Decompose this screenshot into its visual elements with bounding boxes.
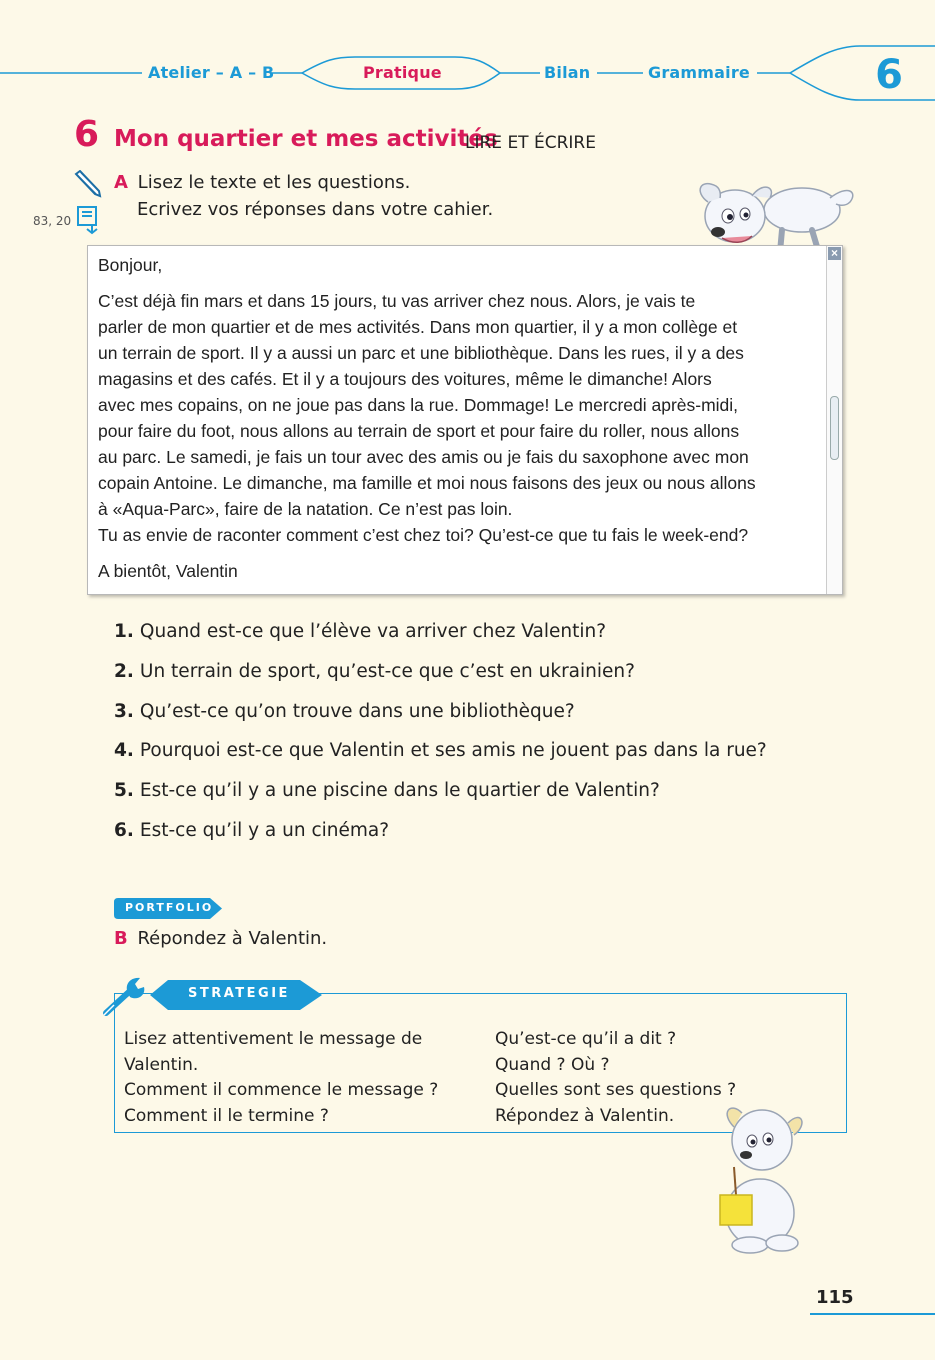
close-icon[interactable]: ×	[828, 247, 841, 260]
instruction-a-line1	[114, 172, 410, 193]
letter-line: pour faire du foot, nous allons au terrain de sport et pour faire du roller, nous allons	[98, 421, 740, 441]
scrollbar-thumb[interactable]	[830, 396, 839, 460]
question-number: 5.	[114, 780, 134, 801]
question-number: 2.	[114, 661, 134, 682]
question-text: Quand est-ce que l’élève va arriver chez Valentin?	[139, 621, 607, 642]
strategy-line: Lisez attentivement le message de	[124, 1029, 423, 1049]
letter-line: copain Antoine. Le dimanche, ma famille et moi nous faisons des jeux ou nous allons	[98, 473, 756, 493]
letter-greeting: Bonjour,	[98, 255, 163, 275]
page-number: 115	[816, 1287, 854, 1308]
instruction-b-text: Répondez à Valentin.	[137, 928, 328, 949]
chapter-number: 6	[875, 52, 903, 98]
nav-atelier[interactable]: Atelier – A – B	[148, 63, 275, 82]
letter-line: à «Aqua-Parc», faire de la natation. Ce n’est pas loin.	[98, 499, 513, 519]
letter-line: magasins et des cafés. Et il y a toujours des voitures, même le dimanche! Alors	[98, 369, 712, 389]
letter-signoff: A bientôt, Valentin	[98, 561, 238, 581]
instruction-a-line2: Ecrivez vos réponses dans votre cahier.	[137, 199, 494, 220]
strategy-line: Répondez à Valentin.	[495, 1105, 675, 1126]
scrollbar-track[interactable]	[826, 246, 842, 594]
wrench-icon	[100, 975, 150, 1017]
question-text: Un terrain de sport, qu’est-ce que c’est en ukrainien?	[139, 661, 635, 682]
strategy-line: Quand ? Où ?	[495, 1054, 610, 1075]
question-item	[114, 701, 575, 722]
strategy-line: Qu’est-ce qu’il a dit ?	[495, 1029, 677, 1049]
question-item	[114, 740, 767, 761]
instruction-a-text: Lisez le texte et les questions.	[137, 172, 411, 193]
letter-line: C’est déjà fin mars et dans 15 jours, tu vas arriver chez nous. Alors, je vais te	[98, 291, 696, 311]
question-text: Qu’est-ce qu’on trouve dans une bibliothèque?	[139, 701, 575, 722]
dog-mascot-illustration	[690, 172, 860, 256]
letter-line: un terrain de sport. Il y a aussi un parc et une bibliothèque. Dans les rues, il y a des	[98, 343, 744, 363]
letter-content	[98, 252, 818, 584]
strategy-line: Valentin.	[124, 1054, 199, 1075]
question-item	[114, 661, 635, 682]
exercise-number: 6	[74, 114, 100, 155]
strategy-line: Comment il commence le message ?	[124, 1080, 439, 1100]
exercise-title: Mon quartier et mes activités	[114, 126, 498, 152]
nav-pratique[interactable]: Pratique	[363, 63, 442, 82]
letter-line: Tu as envie de raconter comment c’est chez toi? Qu’est-ce que tu fais le week-end?	[98, 525, 749, 545]
question-number: 4.	[114, 740, 134, 761]
part-a-letter: A	[114, 172, 128, 193]
strategy-line: Comment il le termine ?	[124, 1105, 329, 1126]
letter-line: au parc. Le samedi, je fais un tour avec des amis ou je fais du saxophone avec mon	[98, 447, 749, 467]
dog-writing-mascot-illustration	[690, 1095, 820, 1255]
part-b-letter: B	[114, 928, 128, 949]
question-item	[114, 621, 606, 642]
portfolio-tag: PORTFOLIO	[125, 901, 214, 914]
nav-bilan[interactable]: Bilan	[544, 63, 591, 82]
workbook-reference-icon	[75, 205, 99, 235]
nav-lines	[0, 40, 935, 110]
nav-grammaire[interactable]: Grammaire	[648, 63, 750, 82]
exercise-skill: LIRE ET ÉCRIRE	[465, 133, 596, 153]
letter-line: parler de mon quartier et de mes activités. Dans mon quartier, il y a mon collège et	[98, 317, 738, 337]
letter-text-box[interactable]	[87, 245, 843, 595]
pencil-icon	[72, 170, 102, 198]
question-number: 3.	[114, 701, 134, 722]
question-item	[114, 780, 660, 801]
strategy-left-column	[124, 1027, 438, 1129]
question-item	[114, 820, 389, 841]
question-text: Pourquoi est-ce que Valentin et ses amis ne jouent pas dans la rue?	[139, 740, 767, 761]
question-number: 6.	[114, 820, 134, 841]
question-text: Est-ce qu’il y a un cinéma?	[139, 820, 390, 841]
strategy-line: Quelles sont ses questions ?	[495, 1080, 737, 1100]
question-number: 1.	[114, 621, 134, 642]
instruction-b	[114, 928, 327, 949]
strategy-tag: STRATEGIE	[188, 986, 290, 1001]
letter-line: avec mes copains, on ne joue pas dans la rue. Dommage! Le mercredi après-midi,	[98, 395, 739, 415]
question-text: Est-ce qu’il y a une piscine dans le quartier de Valentin?	[139, 780, 660, 801]
page-number-rule	[810, 1313, 935, 1315]
page-reference: 83, 20	[33, 214, 72, 228]
